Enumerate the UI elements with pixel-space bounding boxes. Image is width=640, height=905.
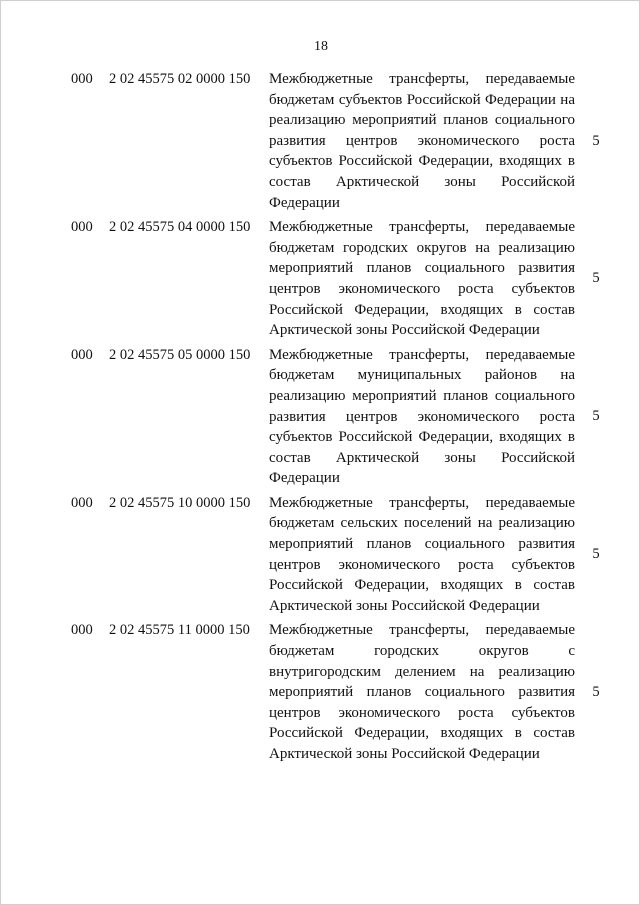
admin-code: 000 [71, 71, 93, 87]
admin-code: 000 [71, 622, 93, 639]
admin-code: 000 [71, 494, 93, 511]
budget-classification-code: 2 02 45575 05 0000 150 [109, 346, 251, 363]
revenue-code-table [61, 69, 617, 769]
row-description: Межбюджетные трансферты, передаваемые бюджетам городских округов на реализацию мероприятий планов социального развития центров экономического роста субъектов Российской Федерации, входящих в состав Арктической зоны Российской Федерации [269, 219, 575, 339]
table-row [61, 345, 617, 489]
page-number: 18 [314, 39, 328, 54]
row-description: Межбюджетные трансферты, передаваемые бюджетам муниципальных районов на реализацию мероприятий планов социального развития центров экономического роста субъектов Российской Федерации, входящих в состав Арктической зоны Российской Федерации [269, 346, 575, 487]
budget-classification-code: 2 02 45575 02 0000 150 [109, 71, 251, 87]
norm-value: 5 [592, 546, 600, 563]
norm-value: 5 [592, 132, 600, 149]
row-description: Межбюджетные трансферты, передаваемые бюджетам городских округов с внутригородским делением на реализацию мероприятий планов социального развития центров экономического роста субъектов Российской Федерации, входящих в состав Арктической зоны Российской Федерации [269, 622, 575, 762]
row-description: Межбюджетные трансферты, передаваемые бюджетам субъектов Российской Федерации на реализацию мероприятий планов социального развития центров экономического роста субъектов Российской Федерации, входящих в состав Арктической зоны Российской Федерации [269, 71, 575, 211]
budget-classification-code: 2 02 45575 10 0000 150 [109, 494, 251, 511]
table-row [61, 69, 617, 213]
norm-value: 5 [592, 408, 600, 425]
admin-code: 000 [71, 346, 93, 363]
table-row [61, 493, 617, 617]
row-description: Межбюджетные трансферты, передаваемые бюджетам сельских поселений на реализацию мероприятий планов социального развития центров экономического роста субъектов Российской Федерации, входящих в состав Арктической зоны Российской Федерации [269, 494, 575, 614]
budget-classification-code: 2 02 45575 04 0000 150 [109, 219, 251, 236]
admin-code: 000 [71, 219, 93, 236]
norm-value: 5 [592, 270, 600, 287]
budget-classification-code: 2 02 45575 11 0000 150 [109, 622, 250, 639]
table-row [61, 620, 617, 764]
table-row [61, 217, 617, 341]
norm-value: 5 [592, 684, 600, 701]
